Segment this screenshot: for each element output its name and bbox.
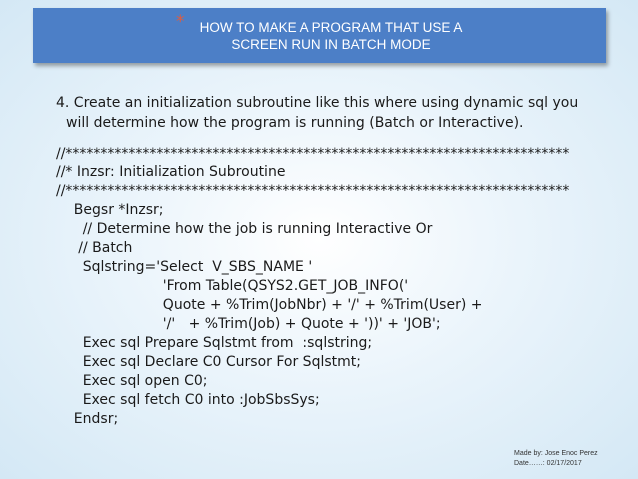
code-line: 'From Table(QSYS2.GET_JOB_INFO(': [56, 278, 409, 294]
code-line: Exec sql Prepare Sqlstmt from :sqlstring;: [56, 335, 373, 351]
code-line: Exec sql fetch C0 into :JobSbsSys;: [56, 392, 320, 408]
code-line: Exec sql Declare C0 Cursor For Sqlstmt;: [56, 354, 361, 370]
code-line: //************************************************************************: [56, 183, 570, 199]
code-line: //************************************************************************: [56, 146, 570, 162]
title-bullet-icon: *: [176, 12, 185, 32]
code-line: Sqlstring='Select V_SBS_NAME ': [56, 259, 313, 275]
code-line: Quote + %Trim(JobNbr) + '/' + %Trim(User) +: [56, 297, 483, 313]
code-line: // Batch: [56, 240, 133, 256]
footer-date: Date……: 02/17/2017: [514, 460, 582, 467]
footer-credits: [514, 449, 598, 469]
code-line: '/' + %Trim(Job) + Quote + '))' + 'JOB';: [56, 316, 441, 332]
slide-title-line-2: SCREEN RUN IN BATCH MODE: [231, 37, 431, 52]
slide-title-line-1: HOW TO MAKE A PROGRAM THAT USE A: [199, 20, 463, 35]
code-line: Endsr;: [56, 411, 119, 427]
footer-author: Made by: Jose Enoc Perez: [514, 450, 598, 457]
step-description-line-2: will determine how the program is running (Batch or Interactive).: [66, 115, 524, 131]
code-line: Begsr *Inzsr;: [56, 202, 164, 218]
code-line: // Determine how the job is running Interactive Or: [56, 221, 433, 237]
code-line: //* Inzsr: Initialization Subroutine: [56, 164, 286, 180]
step-description: [56, 93, 616, 133]
code-line: Exec sql open C0;: [56, 373, 208, 389]
step-description-line-1: 4. Create an initialization subroutine like this where using dynamic sql you: [56, 95, 579, 111]
slide-title: [196, 19, 466, 53]
